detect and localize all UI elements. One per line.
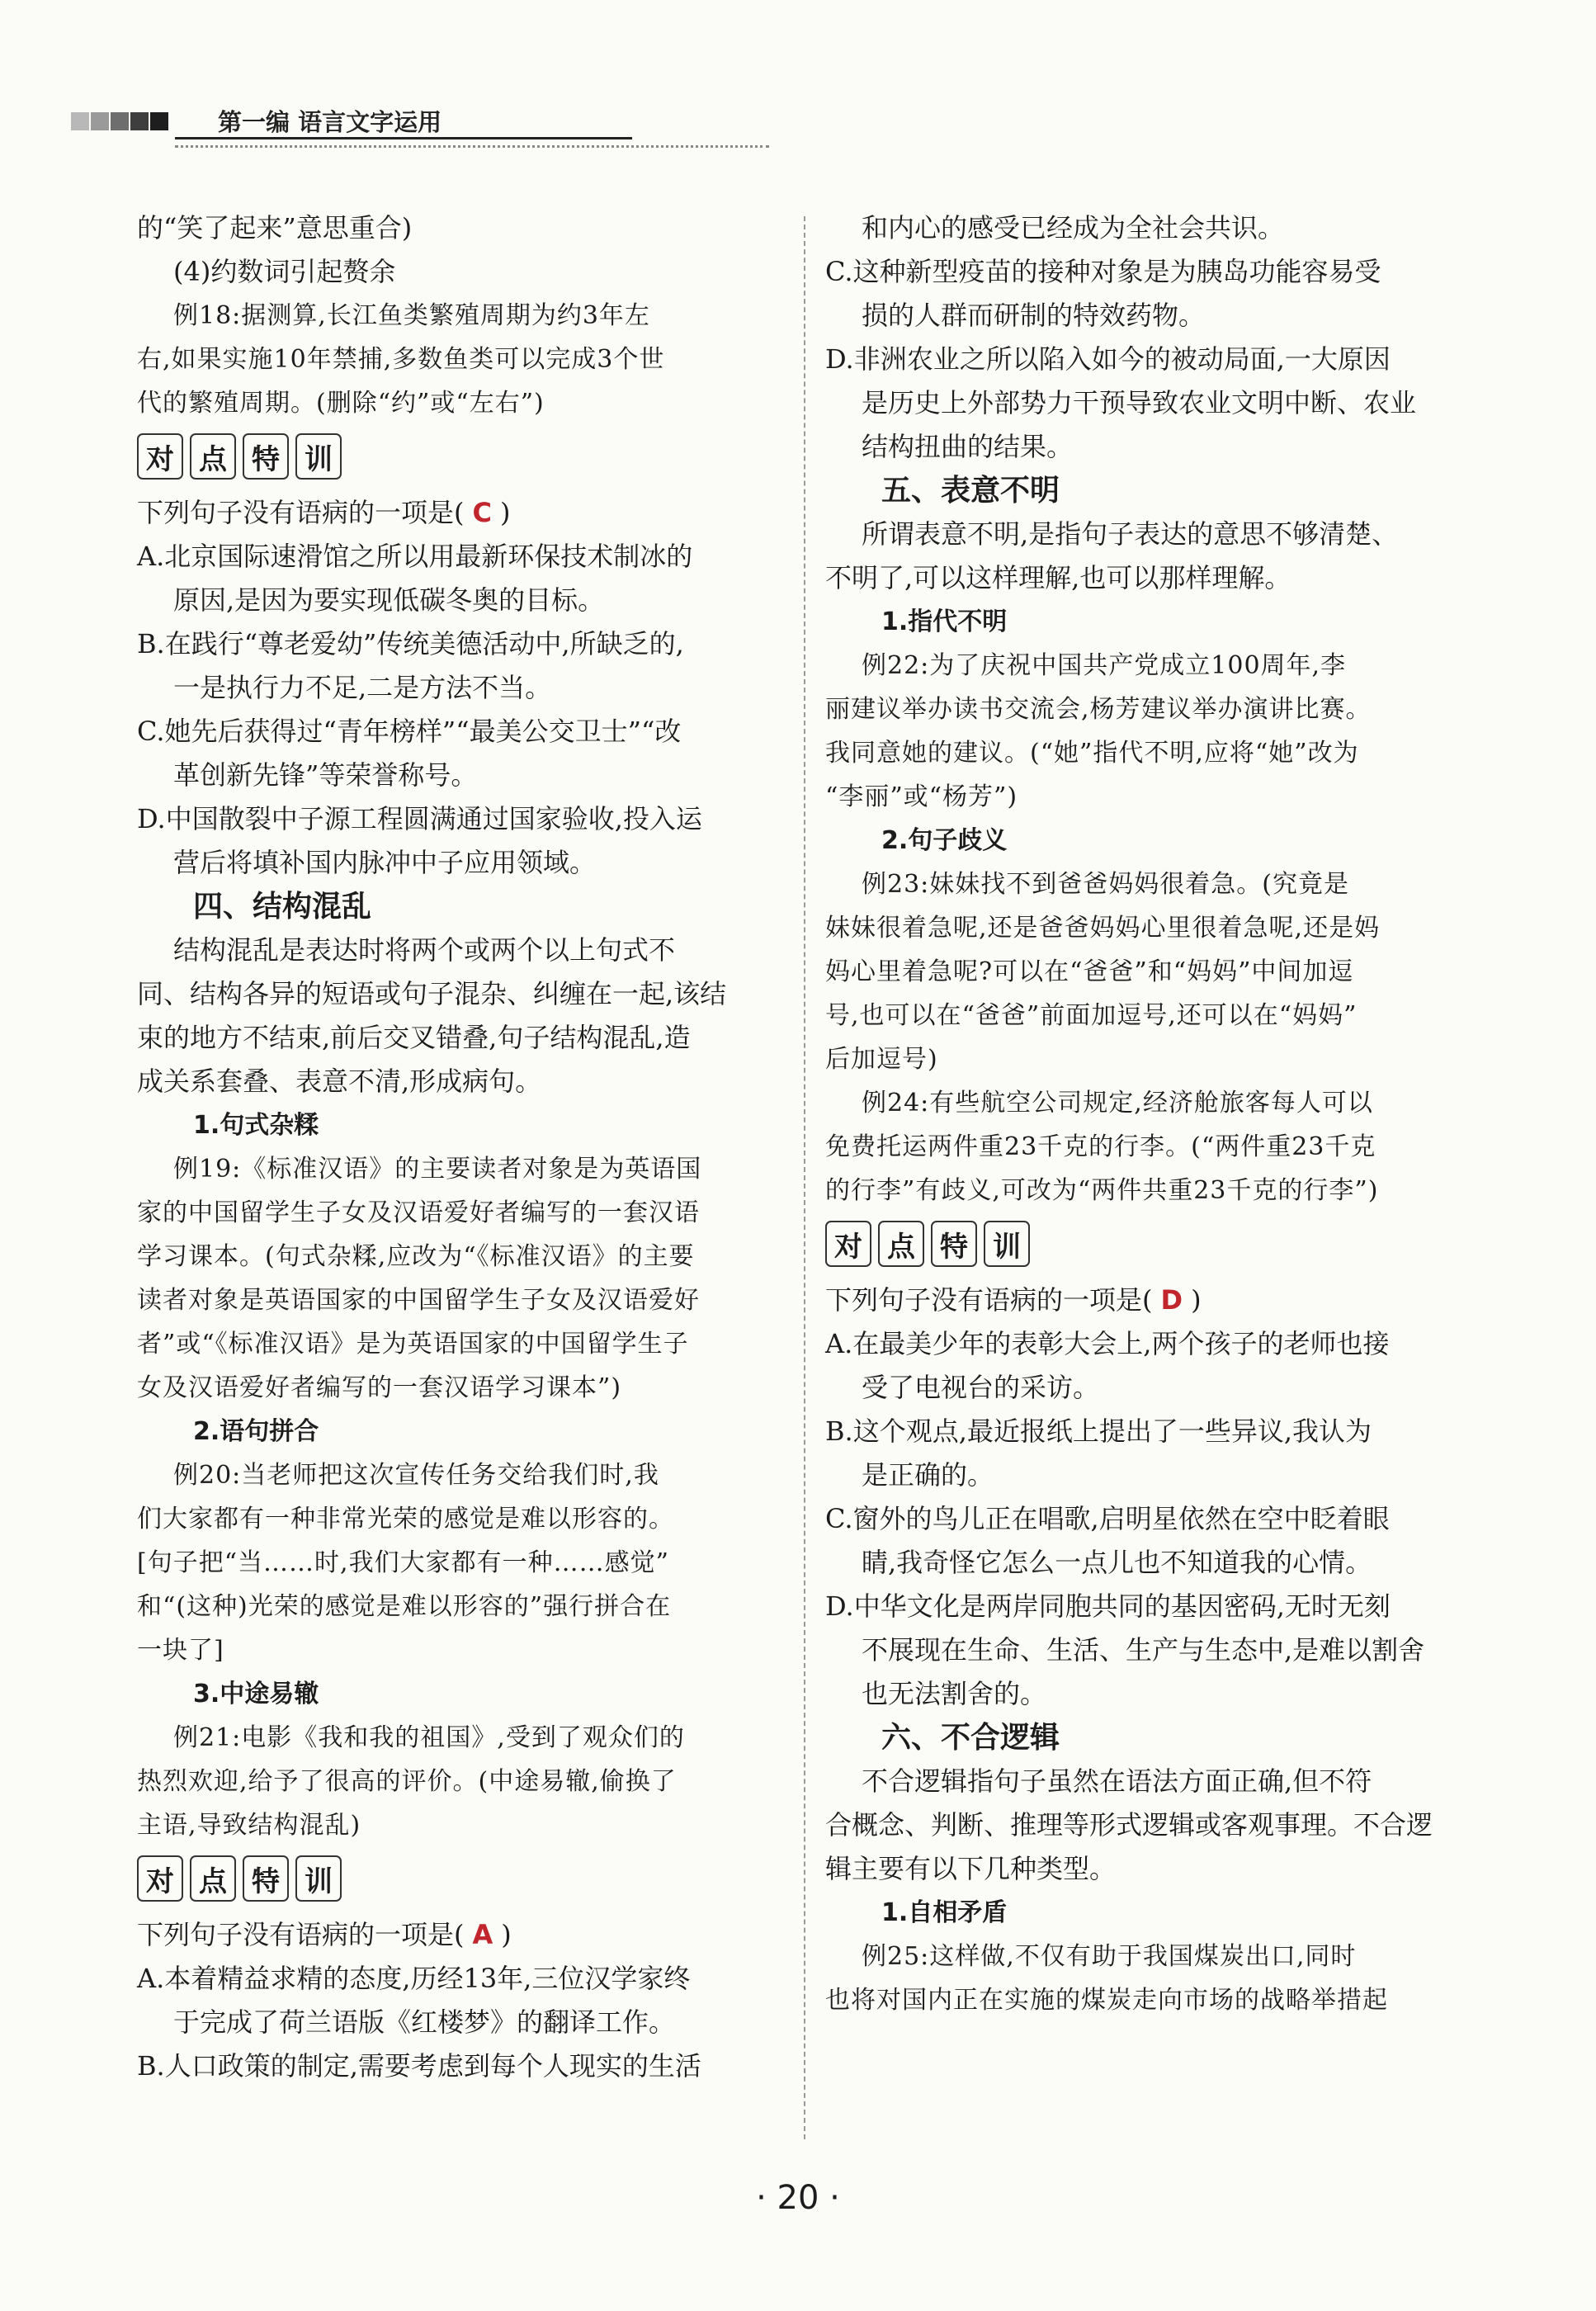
option-c-cont: 睛,我奇怪它怎么一点儿也不知道我的心情。 xyxy=(862,1547,1372,1578)
practice-label-char: 训 xyxy=(295,433,342,480)
section-heading-4: 四、结构混乱 xyxy=(193,890,372,924)
example-line: 家的中国留学生子女及汉语爱好者编写的一套汉语 xyxy=(137,1198,700,1227)
example-line: 者”或“《标准汉语》是为英语国家的中国留学生子 xyxy=(137,1330,689,1359)
option-a: A.在最美少年的表彰大会上,两个孩子的老师也接 xyxy=(825,1328,1390,1359)
example-line: 热烈欢迎,给予了很高的评价。(中途易辙,偷换了 xyxy=(137,1767,677,1796)
right-column xyxy=(825,206,1473,2022)
subsection-heading: 1.句式杂糅 xyxy=(193,1111,319,1140)
practice-label-char: 训 xyxy=(295,1855,342,1902)
example-line: 例22:为了庆祝中国共产党成立100周年,李 xyxy=(862,651,1347,680)
option-a: A.北京国际速滑馆之所以用最新环保技术制冰的 xyxy=(137,541,693,572)
header-square-5 xyxy=(150,112,168,130)
practice-label-char: 训 xyxy=(984,1221,1030,1267)
option-b: B.人口政策的制定,需要考虑到每个人现实的生活 xyxy=(137,2050,701,2082)
header-square-3 xyxy=(111,112,129,130)
option-c-cont: 损的人群而研制的特效药物。 xyxy=(862,300,1206,331)
option-b-cont: 是正确的。 xyxy=(862,1459,994,1491)
subsection-heading: 3.中途易辙 xyxy=(193,1680,319,1708)
example-line: 例19:《标准汉语》的主要读者对象是为英语国 xyxy=(173,1155,702,1184)
example-line: 代的繁殖周期。(删除“约”或“左右”) xyxy=(137,389,545,418)
question-stem-text: 下列句子没有语病的一项是( xyxy=(137,1919,465,1950)
option-d-cont: 结构扭曲的结果。 xyxy=(862,431,1074,462)
option-d-cont: 也无法割舍的。 xyxy=(862,1678,1047,1709)
example-line: 们大家都有一种非常光荣的感觉是难以形容的。 xyxy=(137,1505,674,1534)
example-line: 后加逗号) xyxy=(825,1045,938,1074)
option-a: A.本着精益求精的态度,历经13年,三位汉学家终 xyxy=(137,1963,691,1994)
question-stem-close: ) xyxy=(499,497,511,528)
example-line: 主语,导致结构混乱) xyxy=(137,1811,361,1840)
option-a-cont: 于完成了荷兰语版《红楼梦》的翻译工作。 xyxy=(173,2006,676,2038)
paragraph-line: 不明了,可以这样理解,也可以那样理解。 xyxy=(825,562,1291,593)
example-line: 例25:这样做,不仅有助于我国煤炭出口,同时 xyxy=(862,1942,1357,1971)
option-a-cont: 受了电视台的采访。 xyxy=(862,1372,1100,1403)
header-square-1 xyxy=(71,112,89,130)
practice-label-char: 特 xyxy=(931,1221,977,1267)
example-line: 一块了] xyxy=(137,1636,224,1665)
question-stem xyxy=(825,1278,1473,1322)
example-line: 例21:电影《我和我的祖国》,受到了观众们的 xyxy=(173,1723,685,1752)
header-square-4 xyxy=(130,112,149,130)
example-line: 例23:妹妹找不到爸爸妈妈很着急。(究竟是 xyxy=(862,870,1349,899)
example-line: 丽建议举办读书交流会,杨芳建议举办演讲比赛。 xyxy=(825,695,1372,724)
option-b: B.这个观点,最近报纸上提出了一些异议,我认为 xyxy=(825,1415,1372,1447)
practice-label xyxy=(137,1849,785,1908)
header-title: 第一编 语言文字运用 xyxy=(218,108,442,136)
section-heading-6: 六、不合逻辑 xyxy=(881,1721,1060,1755)
left-column xyxy=(137,206,785,2088)
example-line: 和“(这种)光荣的感觉是难以形容的”强行拼合在 xyxy=(137,1592,672,1621)
example-line: 女及汉语爱好者编写的一套汉语学习课本”) xyxy=(137,1373,622,1402)
question-stem xyxy=(137,491,785,535)
paragraph-line: 所谓表意不明,是指句子表达的意思不够清楚、 xyxy=(862,518,1399,550)
option-d-cont: 营后将填补国内脉冲中子应用领域。 xyxy=(173,847,597,878)
practice-label-char: 对 xyxy=(137,1855,183,1902)
paragraph-line: 同、结构各异的短语或句子混杂、纠缠在一起,该结 xyxy=(137,978,727,1009)
answer-letter: D xyxy=(1160,1284,1183,1316)
example-line: 的行李”有歧义,可改为“两件共重23千克的行李”) xyxy=(825,1176,1379,1205)
example-line: 学习课本。(句式杂糅,应改为“《标准汉语》的主要 xyxy=(137,1242,695,1271)
option-b: B.在践行“尊老爱幼”传统美德活动中,所缺乏的, xyxy=(137,628,684,659)
paragraph-line: 辑主要有以下几种类型。 xyxy=(825,1853,1117,1884)
question-stem-text: 下列句子没有语病的一项是( xyxy=(825,1284,1153,1316)
column-divider xyxy=(804,216,805,2139)
option-d: D.非洲农业之所以陷入如今的被动局面,一大原因 xyxy=(825,343,1391,375)
paragraph-line: 束的地方不结束,前后交叉错叠,句子结构混乱,造 xyxy=(137,1022,691,1053)
example-line: 号,也可以在“爸爸”前面加逗号,还可以在“妈妈” xyxy=(825,1001,1358,1030)
option-d-cont: 不展现在生命、生活、生产与生态中,是难以割舍 xyxy=(862,1634,1425,1666)
example-line: 例24:有些航空公司规定,经济舱旅客每人可以 xyxy=(862,1089,1373,1118)
page-header xyxy=(71,97,698,137)
example-line: [句子把“当……时,我们大家都有一种……感觉” xyxy=(137,1548,669,1577)
question-stem xyxy=(137,1913,785,1957)
header-square-2 xyxy=(91,112,109,130)
practice-label xyxy=(825,1214,1473,1274)
answer-letter: C xyxy=(472,497,492,528)
practice-label-char: 点 xyxy=(190,1855,236,1902)
example-line: 我同意她的建议。(“她”指代不明,应将“她”改为 xyxy=(825,739,1359,768)
subheading-line: (4)约数词引起赘余 xyxy=(173,256,396,287)
practice-label xyxy=(137,427,785,486)
option-d: D.中国散裂中子源工程圆满通过国家验收,投入运 xyxy=(137,803,702,834)
practice-label-char: 特 xyxy=(243,433,289,480)
example-line: 免费托运两件重23千克的行李。(“两件重23千克 xyxy=(825,1132,1376,1161)
paragraph-line: 成关系套叠、表意不清,形成病句。 xyxy=(137,1066,542,1097)
paragraph-line: 合概念、判断、推理等形式逻辑或客观事理。不合逻 xyxy=(825,1809,1433,1841)
subsection-heading: 2.语句拼合 xyxy=(193,1417,319,1446)
practice-label-char: 特 xyxy=(243,1855,289,1902)
practice-label-char: 对 xyxy=(137,433,183,480)
option-b-cont: 和内心的感受已经成为全社会共识。 xyxy=(862,212,1285,243)
subsection-heading: 1.指代不明 xyxy=(881,607,1008,636)
option-d-cont: 是历史上外部势力干预导致农业文明中断、农业 xyxy=(862,387,1417,418)
practice-label-char: 点 xyxy=(190,433,236,480)
question-stem-text: 下列句子没有语病的一项是( xyxy=(137,497,465,528)
question-stem-close: ) xyxy=(501,1919,512,1950)
example-line: 右,如果实施10年禁捕,多数鱼类可以完成3个世 xyxy=(137,345,665,374)
header-dotted-rule xyxy=(175,145,769,148)
option-c: C.她先后获得过“青年榜样”“最美公交卫士”“改 xyxy=(137,716,682,747)
paragraph-line: 不合逻辑指句子虽然在语法方面正确,但不符 xyxy=(862,1765,1372,1797)
example-line: 也将对国内正在实施的煤炭走向市场的战略举措起 xyxy=(825,1986,1388,2015)
option-c: C.窗外的鸟儿正在唱歌,启明星依然在空中眨着眼 xyxy=(825,1503,1390,1534)
example-line: “李丽”或“杨芳”) xyxy=(825,782,1018,811)
page-number: · 20 · xyxy=(756,2179,840,2217)
practice-label-char: 对 xyxy=(825,1221,871,1267)
paragraph-line: 结构混乱是表达时将两个或两个以上句式不 xyxy=(173,934,676,966)
option-b-cont: 一是执行力不足,二是方法不当。 xyxy=(173,672,552,703)
option-c-cont: 革创新先锋”等荣誉称号。 xyxy=(173,759,478,791)
answer-letter: A xyxy=(472,1919,493,1950)
subsection-heading: 2.句子歧义 xyxy=(881,826,1008,855)
example-line: 妈心里着急呢?可以在“爸爸”和“妈妈”中间加逗 xyxy=(825,957,1354,986)
question-stem-close: ) xyxy=(1191,1284,1202,1316)
example-line: 读者对象是英语国家的中国留学生子女及汉语爱好 xyxy=(137,1286,700,1315)
example-line: 例20:当老师把这次宣传任务交给我们时,我 xyxy=(173,1461,659,1490)
option-d: D.中华文化是两岸同胞共同的基因密码,无时无刻 xyxy=(825,1590,1391,1622)
text-line: 的“笑了起来”意思重合) xyxy=(137,212,413,243)
section-heading-5: 五、表意不明 xyxy=(881,474,1060,508)
option-a-cont: 原因,是因为要实现低碳冬奥的目标。 xyxy=(173,584,605,616)
example-line: 妹妹很着急呢,还是爸爸妈妈心里很着急呢,还是妈 xyxy=(825,914,1381,943)
example-line: 例18:据测算,长江鱼类繁殖周期为约3年左 xyxy=(173,301,650,330)
header-rule xyxy=(175,137,632,139)
subsection-heading: 1.自相矛盾 xyxy=(881,1898,1008,1927)
practice-label-char: 点 xyxy=(878,1221,924,1267)
option-c: C.这种新型疫苗的接种对象是为胰岛功能容易受 xyxy=(825,256,1381,287)
